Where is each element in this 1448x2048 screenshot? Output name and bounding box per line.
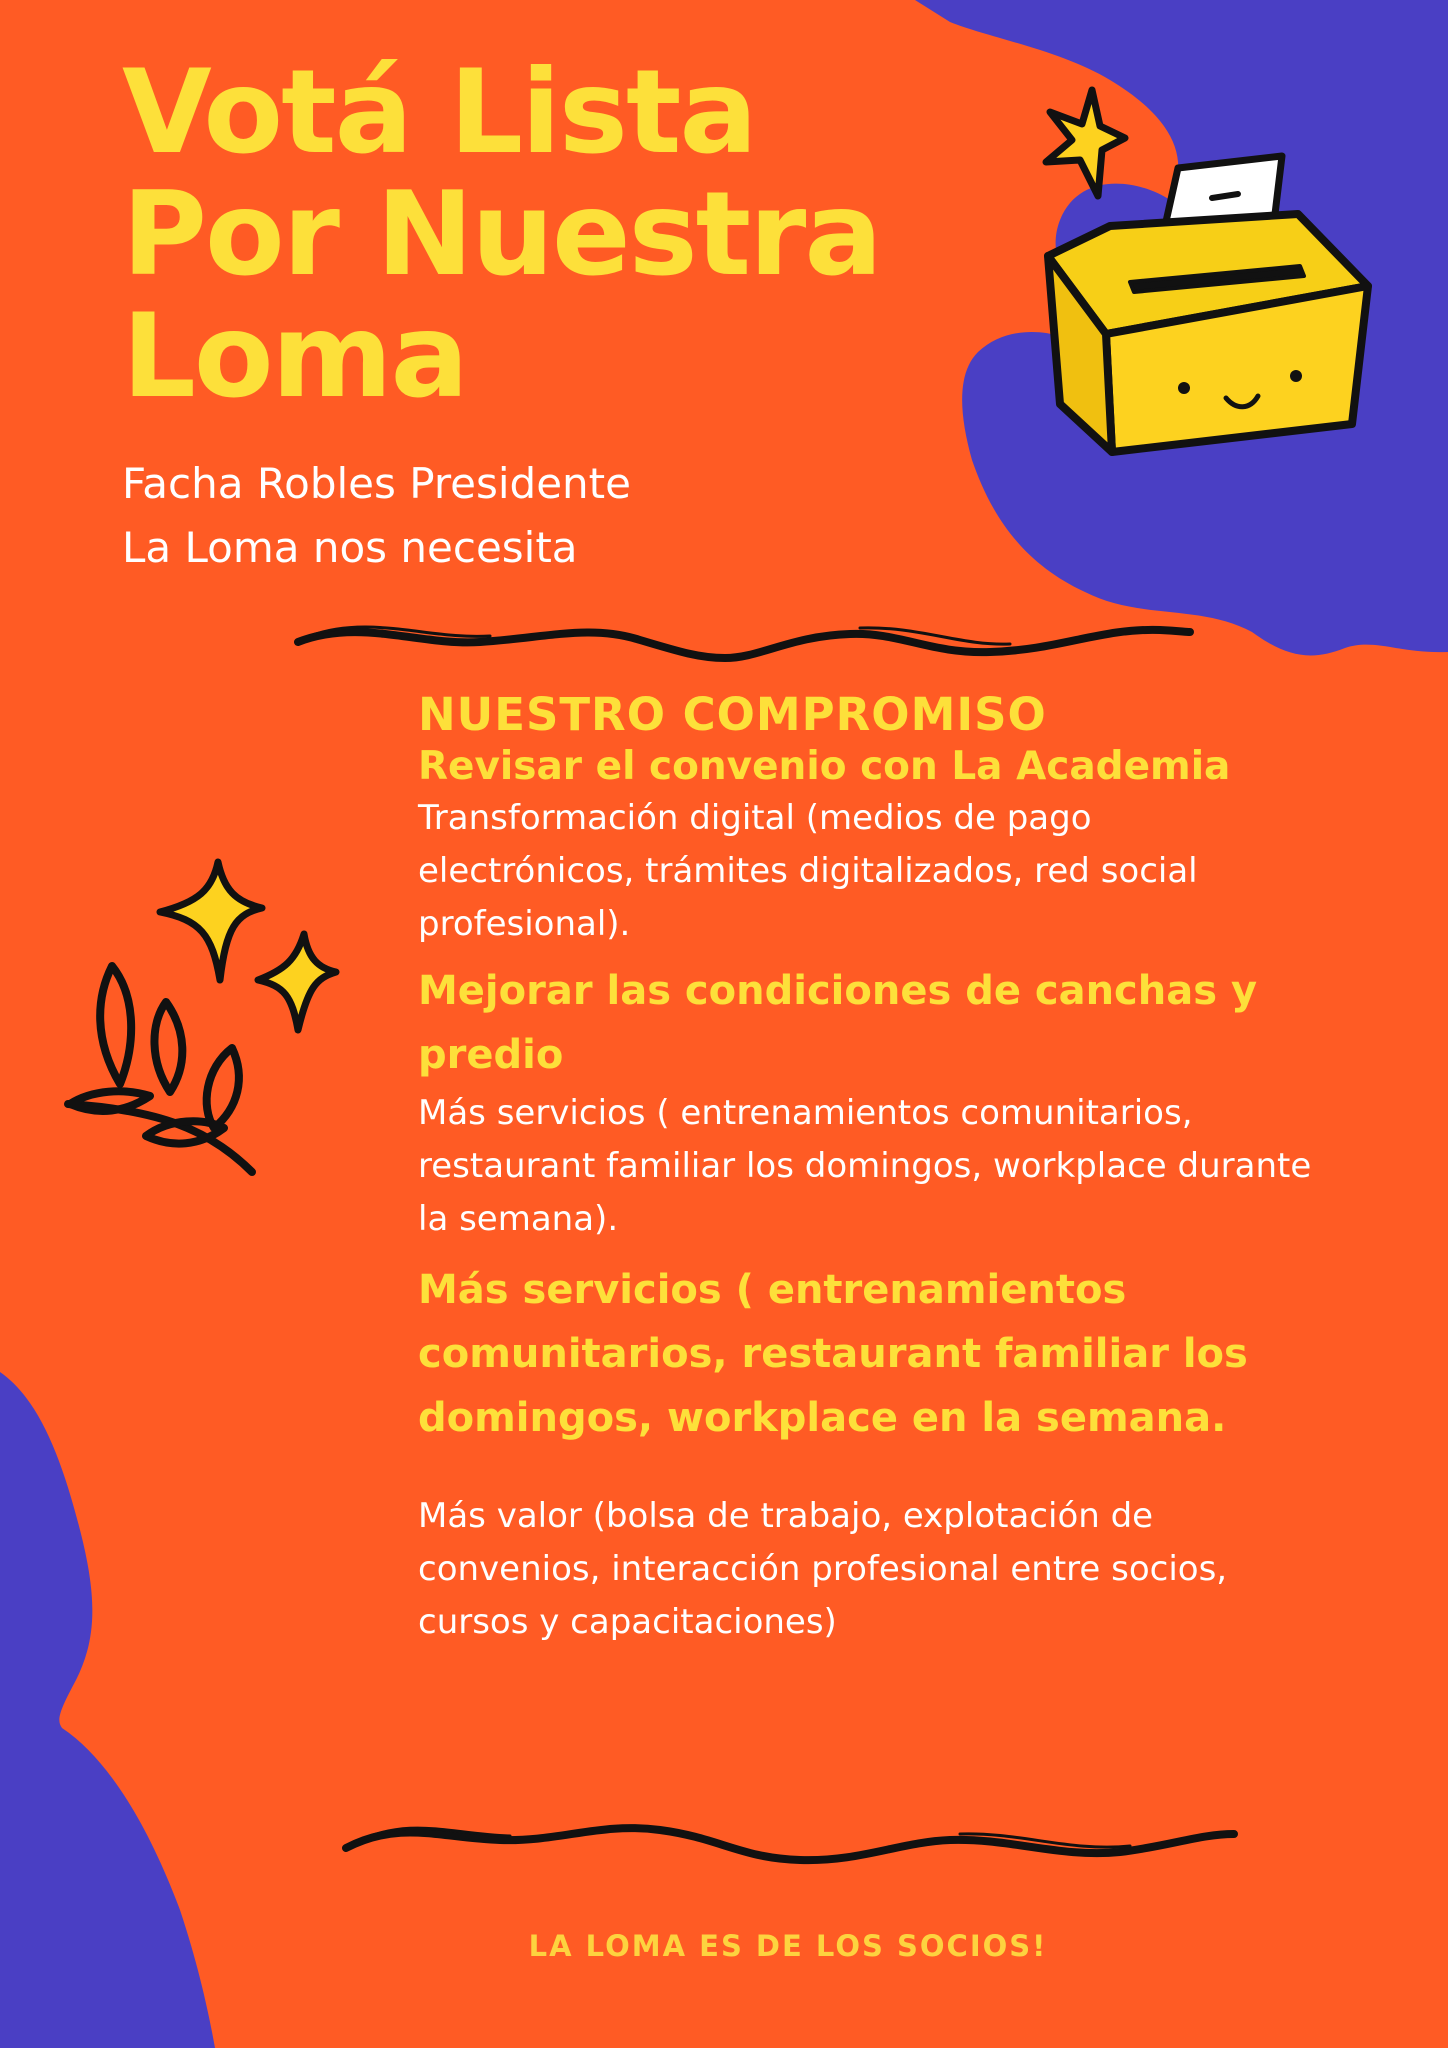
- footer-slogan: LA LOMA ES DE LOS SOCIOS!: [528, 1929, 1048, 1963]
- candidate-line: Facha Robles Presidente: [122, 459, 631, 508]
- commitment-heading: Más servicios ( entrenamientos comunitarios, restaurant familiar los domingos, workplace en la semana.: [418, 1267, 1248, 1441]
- leaf-branch-icon: [68, 966, 252, 1172]
- title-line: Por Nuestra: [122, 167, 881, 302]
- commitment-body: Más valor (bolsa de trabajo, explotación de convenios, interacción profesional entre socios, cursos y capacitaciones): [418, 1496, 1228, 1642]
- sparkle-icon: [160, 862, 336, 1030]
- section-title: NUESTRO COMPROMISO: [418, 688, 1047, 741]
- poster-title: [122, 45, 881, 424]
- star-icon: [1046, 90, 1125, 196]
- commitments-section: [418, 690, 1318, 1649]
- poster-subtitle: [122, 452, 631, 580]
- title-line: Votá Lista: [122, 45, 756, 180]
- commitment-heading: Revisar el convenio con La Academia: [418, 744, 1231, 789]
- commitment-body: Transformación digital (medios de pago electrónicos, trámites digitalizados, red social profesional).: [418, 798, 1198, 944]
- commitment-body: Más servicios ( entrenamientos comunitarios, restaurant familiar los domingos, workplace durante la semana).: [418, 1093, 1312, 1239]
- slogan-line: La Loma nos necesita: [122, 523, 578, 572]
- commitment-heading: Mejorar las condiciones de canchas y predio: [418, 968, 1258, 1078]
- title-line: Loma: [122, 289, 467, 424]
